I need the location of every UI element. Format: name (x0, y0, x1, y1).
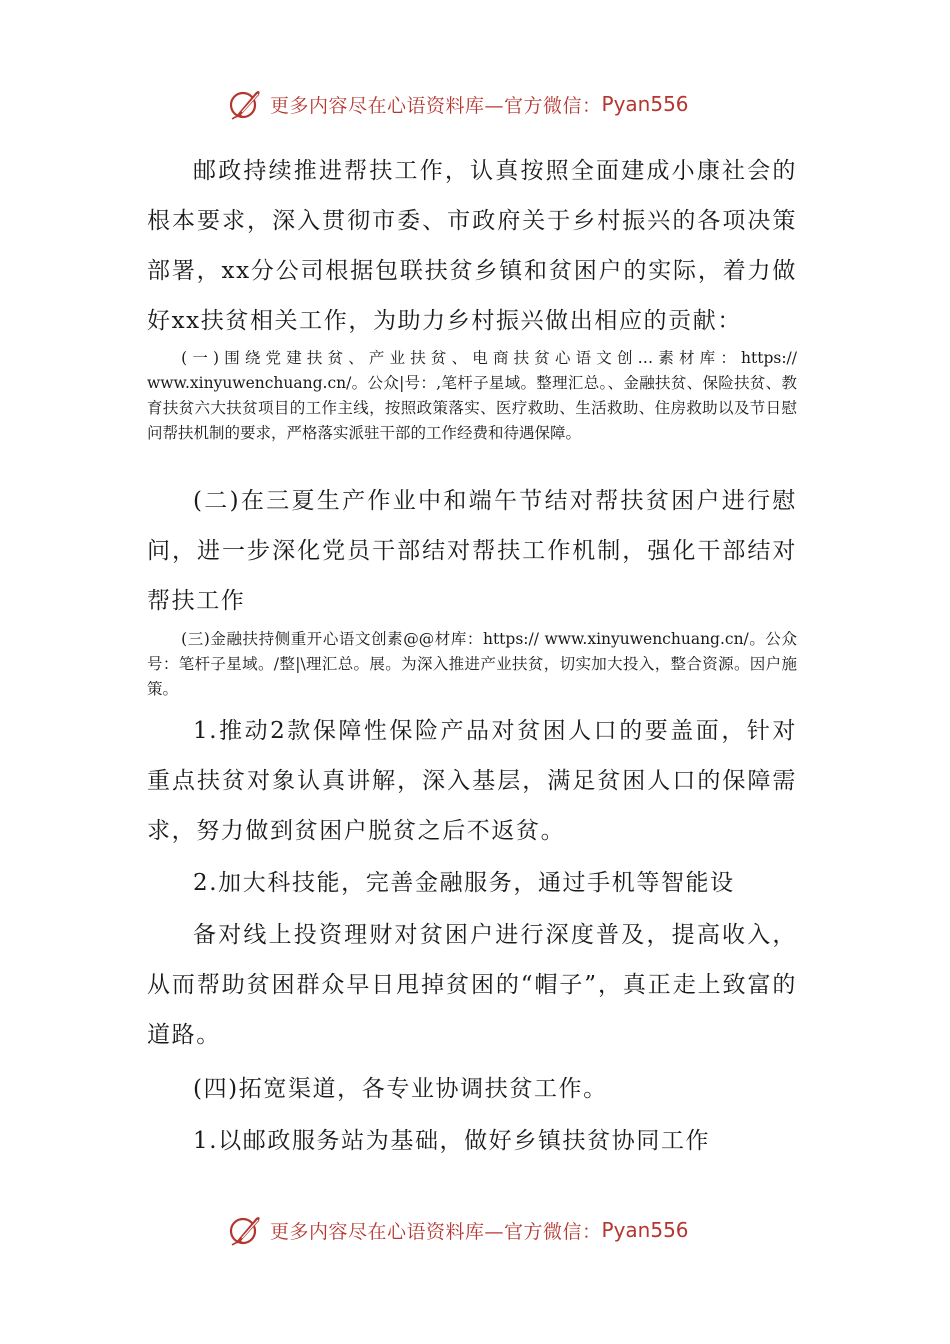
quill-pen-logo-icon (228, 86, 264, 122)
paragraph-item-1: 1.推动2款保障性保险产品对贫困人口的要盖面，针对重点扶贫对象认真讲解，深入基层，满足贫困人口的保障需求，努力做到贫困户脱贫之后不返贫。 (147, 718, 797, 844)
paragraph-section-two: (二)在三夏生产作业中和端午节结对帮扶贫困户进行慰问，进一步深化党员干部结对帮扶工作机制，强化干部结对帮扶工作 (147, 488, 797, 614)
paragraph-section-one: (一)围绕党建扶贫、产业扶贫、电商扶贫心语文创…素材库：https:// www.xinyuwenchuang.cn/。公众|号：,笔杆子星域。整理汇总。、金融扶贫、保险扶贫、教育扶贫六大扶贫项目的工作主线，按照政策落实、医疗救助、生活救助、住房救助以及节日慰问帮扶机制的要求，严格落实派驻干部的工作经费和待遇保障。 (147, 349, 797, 442)
paragraph-item-2-continued: 备对线上投资理财对贫困户进行深度普及，提高收入，从而帮助贫困群众早日甩掉贫困的“帽子”，真正走上致富的道路。 (147, 922, 797, 1048)
quill-pen-logo-icon (228, 1212, 264, 1248)
footer-banner-wechat-id: Pyan556 (601, 1218, 689, 1242)
paragraph-section-four-item-1: 1.以邮政服务站为基础，做好乡镇扶贫协同工作 (193, 1128, 711, 1154)
header-banner-text: 更多内容尽在心语资料库—官方微信： (270, 94, 602, 117)
paragraph-intro: 邮政持续推进帮扶工作，认真按照全面建成小康社会的根本要求，深入贯彻市委、市政府关于乡村振兴的各项决策部署，xx分公司根据包联扶贫乡镇和贫困户的实际，着力做好xx扶贫相关工作，为助力乡村振兴做出相应的贡献： (147, 158, 797, 334)
paragraph-item-2: 2.加大科技能，完善金融服务，通过手机等智能设 (193, 870, 735, 896)
footer-watermark-banner (228, 1210, 689, 1250)
paragraph-section-four: (四)拓宽渠道，各专业协调扶贫工作。 (193, 1076, 608, 1102)
header-banner-wechat-id: Pyan556 (601, 92, 689, 116)
footer-banner-text: 更多内容尽在心语资料库—官方微信： (270, 1220, 602, 1243)
paragraph-section-three: (三)金融扶持侧重开心语文创素@@材库：https:// www.xinyuwenchuang.cn/。公众号：笔杆子星域。/整|\理汇总。展。为深入推进产业扶贫，切实加大投入，整合资源。因户施策。 (147, 630, 797, 698)
header-watermark-banner (228, 84, 689, 124)
